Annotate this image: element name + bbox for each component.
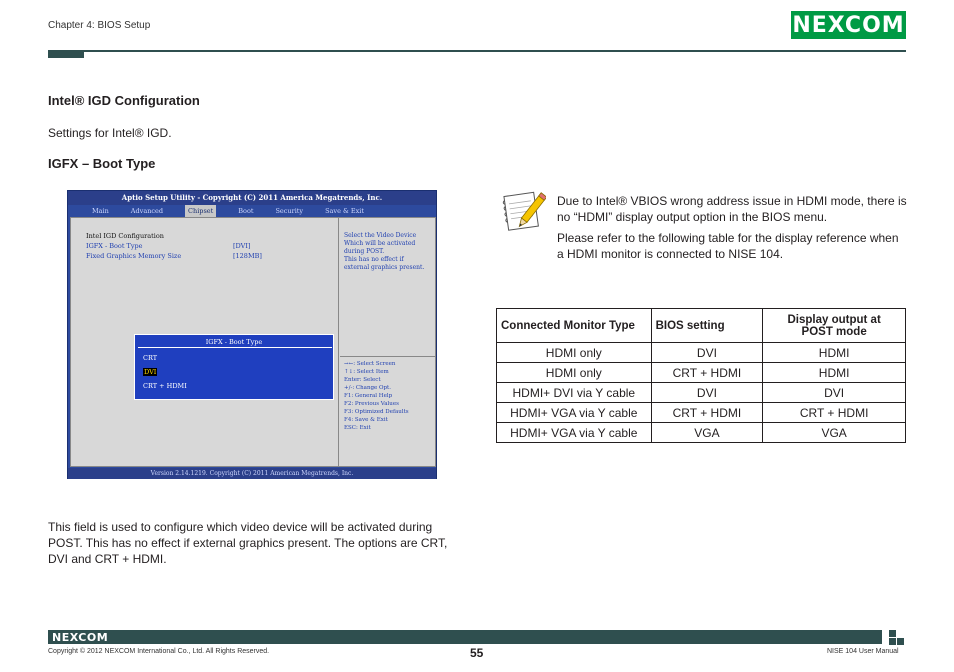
page-number: 55 — [470, 646, 484, 660]
table-header-row — [497, 309, 906, 343]
table-cell: HDMI+ DVI via Y cable — [497, 383, 652, 403]
bios-row-memory-label: Fixed Graphics Memory Size — [86, 252, 182, 260]
table-row — [497, 343, 906, 363]
table-cell: CRT + HDMI — [763, 403, 906, 423]
bios-tab-security: Security — [275, 207, 304, 215]
table-cell: DVI — [651, 343, 763, 363]
table-header-monitor: Connected Monitor Type — [497, 309, 652, 343]
footer-square-icon — [889, 630, 896, 637]
bios-row-igfx-label: IGFX - Boot Type — [86, 242, 143, 250]
table-cell: HDMI+ VGA via Y cable — [497, 403, 652, 423]
manual-title: NISE 104 User Manual — [827, 648, 899, 655]
bios-main-panel — [70, 217, 436, 467]
bios-tabs — [68, 205, 436, 217]
bios-tab-advanced: Advanced — [130, 207, 164, 215]
table-cell: HDMI only — [497, 363, 652, 383]
bios-row-memory-value: [128MB] — [233, 252, 262, 260]
header-divider — [48, 50, 906, 52]
bios-help-text: Select the Video Device Which will be activated during POST. This has no effect if external graphics present. — [344, 232, 425, 271]
bios-tab-boot: Boot — [238, 207, 254, 215]
bios-key-legend: →←: Select Screen ↑↓: Select Item Enter: Select +/-: Change Opt. F1: General Help F2: Previous Values F3: Optimized Defaults F4: Save & Exit ESC: Exit — [344, 361, 409, 431]
section-description: Settings for Intel® IGD. — [48, 126, 172, 140]
section-title: Intel® IGD Configuration — [48, 93, 200, 108]
notepad-pencil-icon — [500, 188, 546, 232]
table-cell: HDMI+ VGA via Y cable — [497, 423, 652, 443]
table-cell: CRT + HDMI — [651, 363, 763, 383]
table-header-output: Display output at POST mode — [763, 309, 906, 343]
bios-tab-chipset: Chipset — [185, 205, 216, 217]
table-row — [497, 363, 906, 383]
table-row — [497, 383, 906, 403]
bios-popup-option-crt: CRT — [143, 354, 158, 362]
bios-screenshot — [67, 190, 437, 479]
bios-popup-option-dvi: DVI — [144, 368, 157, 376]
copyright-text: Copyright © 2012 NEXCOM International Co., Ltd. All Rights Reserved. — [48, 648, 270, 655]
table-header-bios: BIOS setting — [651, 309, 763, 343]
table-row — [497, 403, 906, 423]
footer-logo: NEXCOM — [52, 631, 109, 644]
bios-help-divider — [340, 356, 436, 357]
table-cell: VGA — [651, 423, 763, 443]
bios-popup-option-crt-hdmi: CRT + HDMI — [143, 382, 187, 390]
table-cell: HDMI — [763, 363, 906, 383]
table-cell: HDMI — [763, 343, 906, 363]
subsection-title: IGFX – Boot Type — [48, 156, 156, 171]
footer-square-icon — [889, 638, 896, 645]
table-cell: CRT + HDMI — [651, 403, 763, 423]
note-paragraph-1: Due to Intel® VBIOS wrong address issue in HDMI mode, there is no “HDMI” display output option in the BIOS menu. — [557, 194, 907, 224]
table-cell: HDMI only — [497, 343, 652, 363]
table-cell: DVI — [763, 383, 906, 403]
bios-heading: Intel IGD Configuration — [86, 232, 164, 240]
bios-footer: Version 2.14.1219. Copyright (C) 2011 American Megatrends, Inc. — [68, 468, 436, 479]
footer-bar — [48, 630, 882, 644]
footer-square-icon — [897, 638, 904, 645]
bios-popup-title: IGFX - Boot Type — [205, 338, 263, 346]
table-cell: VGA — [763, 423, 906, 443]
nexcom-logo: NEXCOM — [792, 12, 905, 38]
display-reference-table — [496, 308, 906, 443]
bios-title: Aptio Setup Utility - Copyright (C) 2011 America Megatrends, Inc. — [68, 191, 436, 205]
bios-popup-divider — [138, 347, 332, 348]
bios-tab-save-exit: Save & Exit — [325, 207, 364, 215]
bios-row-igfx-value: [DVI] — [233, 242, 251, 250]
chapter-label: Chapter 4: BIOS Setup — [48, 20, 151, 31]
note-paragraph-2: Please refer to the following table for the display reference when a HDMI monitor is connected to NISE 104. — [557, 231, 899, 261]
field-description: This field is used to configure which video device will be activated during POST. This has no effect if external graphics present. The options are CRT, DVI and CRT + HDMI. — [48, 520, 448, 566]
bios-option-popup — [134, 334, 334, 400]
header-accent-block — [48, 50, 84, 58]
bios-tab-main: Main — [92, 207, 109, 215]
table-cell: DVI — [651, 383, 763, 403]
bios-help-pane — [340, 218, 436, 466]
table-row — [497, 423, 906, 443]
